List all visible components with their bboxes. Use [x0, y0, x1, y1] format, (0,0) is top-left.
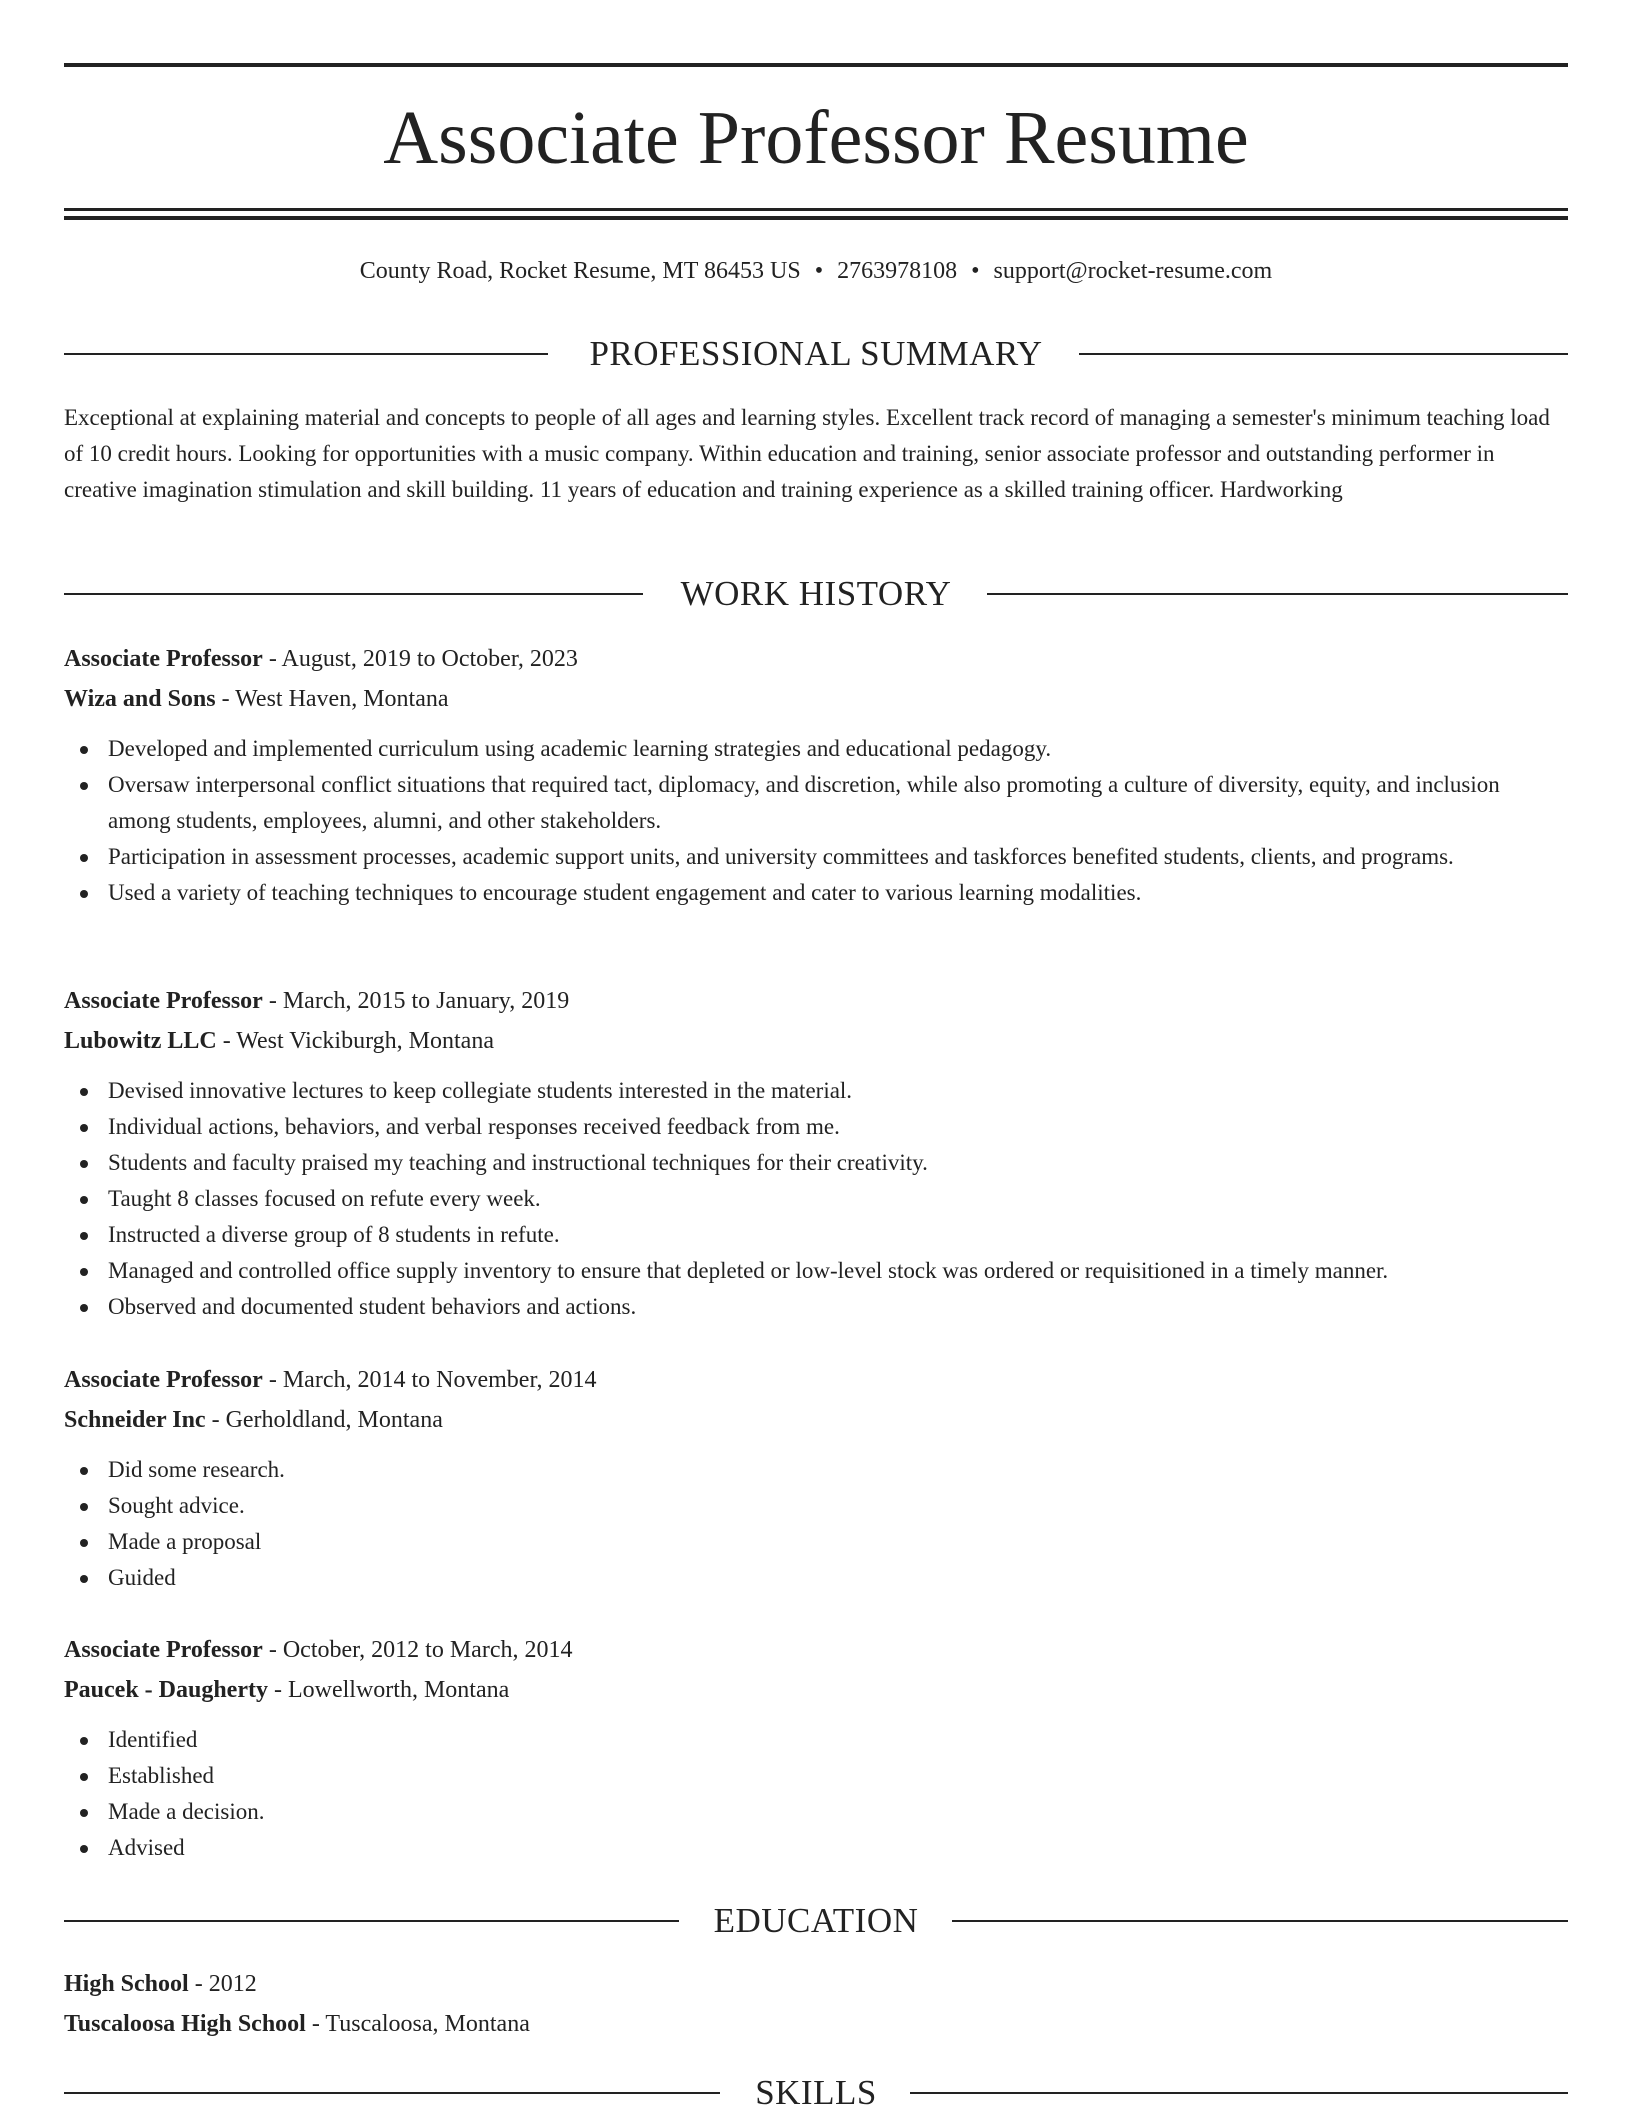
list-item: Managed and controlled office supply inventory to ensure that depleted or low-level stock was ordered or requisitioned in a timely manner.	[64, 1253, 1568, 1289]
list-item: Sought advice.	[64, 1488, 1568, 1524]
job-company: Schneider Inc	[64, 1407, 206, 1433]
education-entry	[64, 1964, 1568, 2044]
list-item: Instructed a diverse group of 8 students in refute.	[64, 1217, 1568, 1253]
list-item: Guided	[64, 1560, 1568, 1596]
job-company-line	[64, 1021, 1568, 1061]
list-item: Participation in assessment processes, academic support units, and university committees and taskforces benefited students, clients, and programs.	[64, 839, 1568, 875]
job-location: - West Haven, Montana	[215, 686, 449, 712]
job-entry	[64, 1360, 1568, 1596]
title-rule-lower	[64, 216, 1568, 220]
list-item: Established	[64, 1758, 1568, 1794]
job-dates: - August, 2019 to October, 2023	[262, 646, 578, 672]
list-item: Made a decision.	[64, 1794, 1568, 1830]
education-school-line	[64, 2004, 1568, 2044]
section-title-skills: SKILLS	[755, 2073, 877, 2112]
list-item: Observed and documented student behaviors and actions.	[64, 1289, 1568, 1325]
job-dates: - March, 2014 to November, 2014	[262, 1367, 597, 1393]
education-year: - 2012	[188, 1971, 257, 1997]
list-item: Individual actions, behaviors, and verbal responses received feedback from me.	[64, 1109, 1568, 1145]
education-school: Tuscaloosa High School	[64, 2011, 306, 2037]
list-item: Used a variety of teaching techniques to encourage student engagement and cater to various learning modalities.	[64, 875, 1568, 911]
job-title: Associate Professor	[64, 988, 263, 1014]
section-header-education	[64, 1899, 1568, 1943]
job-company-line	[64, 1670, 1568, 1710]
list-item: Advised	[64, 1830, 1568, 1866]
job-dates: - October, 2012 to March, 2014	[262, 1637, 573, 1663]
section-title-education: EDUCATION	[713, 1901, 919, 1940]
job-bullets	[64, 1722, 1568, 1866]
contact-line	[64, 254, 1568, 288]
job-company-line	[64, 679, 1568, 719]
contact-email: support@rocket-resume.com	[993, 258, 1273, 284]
resume-title: Associate Professor Resume	[383, 96, 1249, 180]
list-item: Devised innovative lectures to keep collegiate students interested in the material.	[64, 1073, 1568, 1109]
section-header-summary	[64, 332, 1568, 376]
job-company-line	[64, 1400, 1568, 1440]
job-company: Lubowitz LLC	[64, 1028, 217, 1054]
education-degree: High School	[64, 1971, 189, 1997]
job-location: - West Vickiburgh, Montana	[216, 1028, 494, 1054]
list-item: Did some research.	[64, 1452, 1568, 1488]
section-title-work-history: WORK HISTORY	[680, 574, 952, 613]
job-entry	[64, 639, 1568, 911]
section-header-skills	[64, 2071, 1568, 2115]
job-location: - Lowellworth, Montana	[267, 1677, 510, 1703]
job-title-line	[64, 1360, 1568, 1400]
job-bullets	[64, 1073, 1568, 1325]
list-item: Developed and implemented curriculum using academic learning strategies and educational pedagogy.	[64, 731, 1568, 767]
job-title: Associate Professor	[64, 1637, 263, 1663]
education-degree-line	[64, 1964, 1568, 2004]
list-item: Taught 8 classes focused on refute every week.	[64, 1181, 1568, 1217]
contact-phone: 2763978108	[837, 258, 958, 284]
list-item: Identified	[64, 1722, 1568, 1758]
job-title-line	[64, 1630, 1568, 1670]
job-bullets	[64, 1452, 1568, 1596]
job-title-line	[64, 981, 1568, 1021]
section-title-summary: PROFESSIONAL SUMMARY	[589, 334, 1043, 373]
section-header-work-history	[64, 572, 1568, 616]
job-entry	[64, 1630, 1568, 1866]
job-title: Associate Professor	[64, 1367, 263, 1393]
job-company: Paucek - Daugherty	[64, 1677, 268, 1703]
title-rule-upper	[64, 208, 1568, 211]
job-entry	[64, 981, 1568, 1325]
job-dates: - March, 2015 to January, 2019	[262, 988, 570, 1014]
list-item: Students and faculty praised my teaching and instructional techniques for their creativity.	[64, 1145, 1568, 1181]
job-location: - Gerholdland, Montana	[205, 1407, 443, 1433]
contact-address: County Road, Rocket Resume, MT 86453 US	[359, 258, 801, 284]
list-item: Made a proposal	[64, 1524, 1568, 1560]
contact-separator: •	[814, 258, 824, 284]
job-title: Associate Professor	[64, 646, 263, 672]
top-rule	[64, 63, 1568, 67]
job-company: Wiza and Sons	[64, 686, 216, 712]
list-item: Oversaw interpersonal conflict situations that required tact, diplomacy, and discretion, while also promoting a culture of diversity, equity, and inclusion among students, employees, alumni, and other stakeholders.	[64, 767, 1568, 839]
education-location: - Tuscaloosa, Montana	[305, 2011, 530, 2037]
contact-separator: •	[971, 258, 980, 284]
summary-text: Exceptional at explaining material and concepts to people of all ages and learning styles. Excellent track record of managing a semester's minimum teaching load of 10 credit hours. Looking for opportunities with a music company. Within education and training, senior associate professor and outstanding performer in creative imagination stimulation and skill building. 11 years of education and training experience as a skilled training officer. Hardworking	[64, 405, 1550, 502]
job-title-line	[64, 639, 1568, 679]
job-bullets	[64, 731, 1568, 911]
